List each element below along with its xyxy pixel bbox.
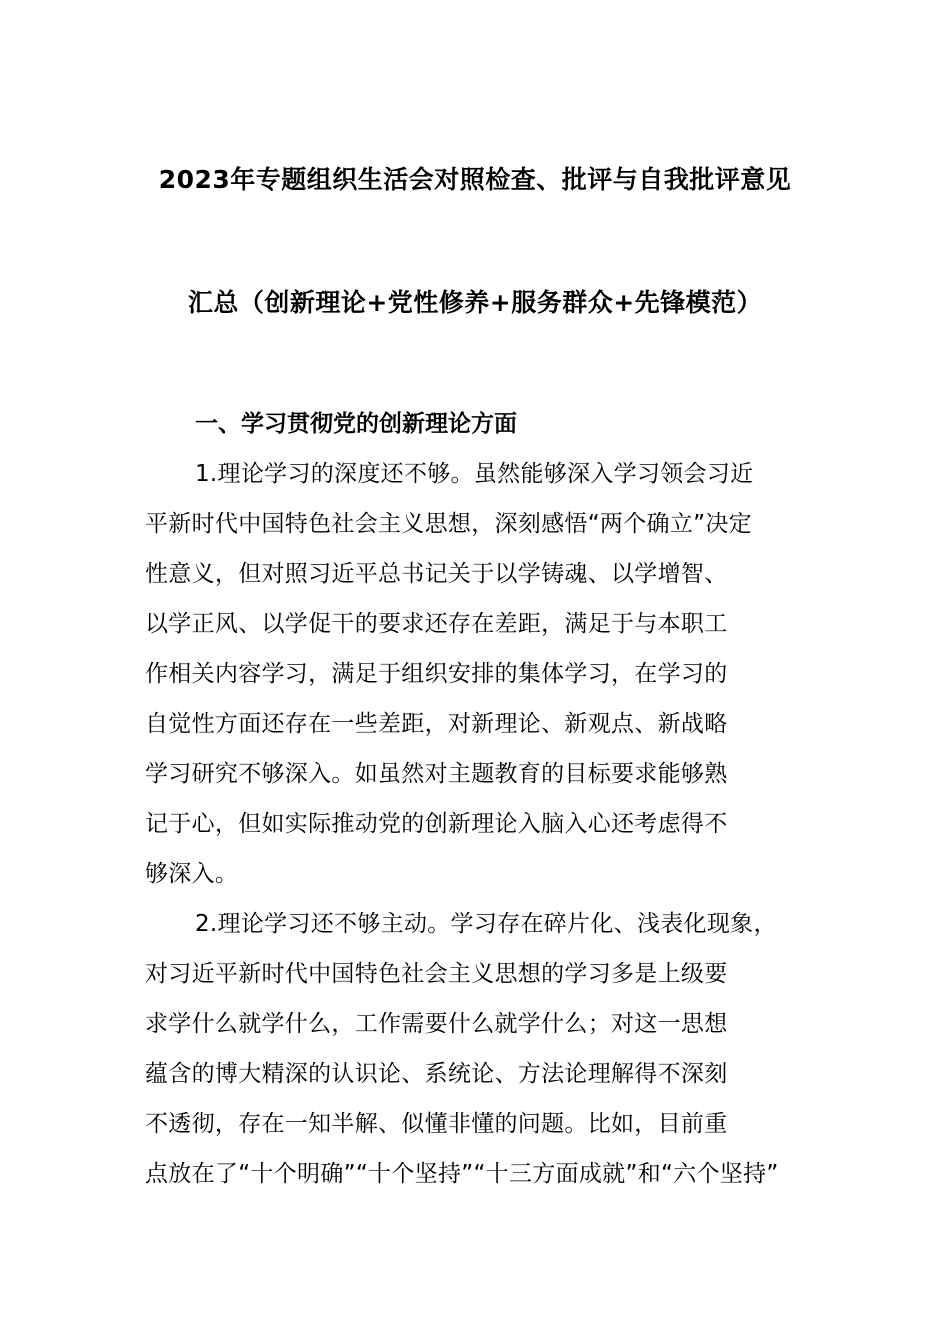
paragraph-line: 2.理论学习还不够主动。学习存在碎片化、浅表化现象， bbox=[195, 911, 777, 937]
document-title-line-1: 2023年专题组织生活会对照检查、批评与自我批评意见 bbox=[158, 165, 792, 194]
paragraph-line: 记于心，但如实际推动党的创新理论入脑入心还考虑得不 bbox=[145, 811, 728, 837]
section-heading: 一、学习贯彻党的创新理论方面 bbox=[195, 411, 517, 437]
paragraph-line: 不透彻，存在一知半解、似懂非懂的问题。比如，目前重 bbox=[145, 1111, 728, 1137]
paragraph-line: 蕴含的博大精深的认识论、系统论、方法论理解得不深刻 bbox=[145, 1061, 728, 1087]
paragraph-line: 求学什么就学什么，工作需要什么就学什么；对这一思想 bbox=[145, 1011, 728, 1037]
document-title-line-2: 汇总（创新理论+党性修养+服务群众+先锋模范） bbox=[187, 288, 763, 317]
paragraph-line: 1.理论学习的深度还不够。虽然能够深入学习领会习近 bbox=[195, 461, 754, 487]
paragraph-line: 够深入。 bbox=[145, 861, 239, 887]
paragraph-line: 自觉性方面还存在一些差距，对新理论、新观点、新战略 bbox=[145, 711, 728, 737]
paragraph-line: 点放在了“十个明确”“十个坚持”“十三方面成就”和“六个坚持” bbox=[145, 1161, 779, 1187]
paragraph-line: 对习近平新时代中国特色社会主义思想的学习多是上级要 bbox=[145, 961, 728, 987]
paragraph-line: 以学正风、以学促干的要求还存在差距，满足于与本职工 bbox=[145, 611, 728, 637]
paragraph-line: 平新时代中国特色社会主义思想，深刻感悟“两个确立”决定 bbox=[145, 511, 752, 537]
paragraph-line: 作相关内容学习，满足于组织安排的集体学习，在学习的 bbox=[145, 661, 728, 687]
paragraph-line: 学习研究不够深入。如虽然对主题教育的目标要求能够熟 bbox=[145, 761, 728, 787]
paragraph-line: 性意义，但对照习近平总书记关于以学铸魂、以学增智、 bbox=[145, 561, 728, 587]
